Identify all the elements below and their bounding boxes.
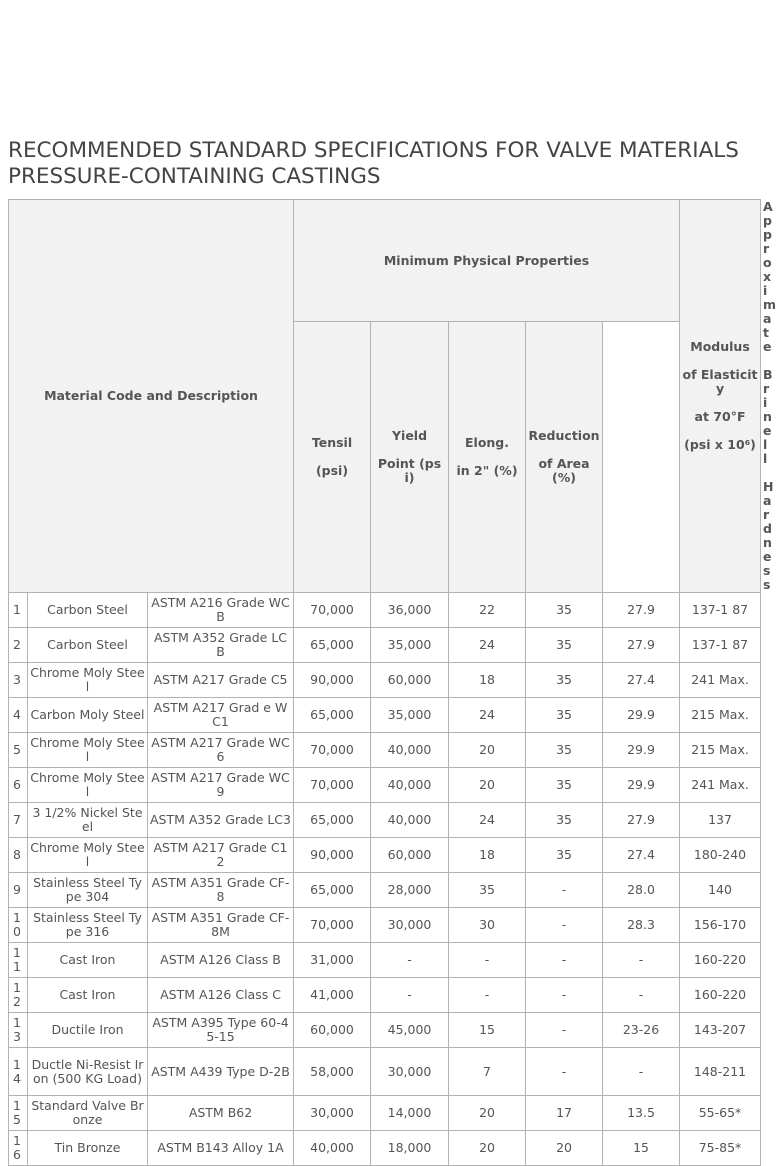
table-row bbox=[9, 873, 761, 908]
header-reduction bbox=[526, 322, 603, 593]
modulus-value: 27.9 bbox=[603, 628, 680, 663]
reduction-value: 35 bbox=[526, 628, 603, 663]
hardness-value: 160-220 bbox=[680, 943, 761, 978]
modulus-value: 28.0 bbox=[603, 873, 680, 908]
row-number: 6 bbox=[9, 768, 28, 803]
header-physical-properties: Minimum Physical Properties bbox=[294, 200, 680, 322]
row-number: 15 bbox=[9, 1096, 28, 1131]
modulus-value: 13.5 bbox=[603, 1096, 680, 1131]
hardness-value: 140 bbox=[680, 873, 761, 908]
material-name: Cast Iron bbox=[28, 943, 148, 978]
table-row bbox=[9, 1096, 761, 1131]
reduction-value: 35 bbox=[526, 593, 603, 628]
elong-value: 7 bbox=[449, 1048, 526, 1096]
table-row bbox=[9, 943, 761, 978]
hardness-value: 137-1 87 bbox=[680, 593, 761, 628]
material-name: Ductle Ni-Resist Iron (500 KG Load) bbox=[28, 1048, 148, 1096]
tensil-value: 65,000 bbox=[294, 803, 371, 838]
yield-value: 40,000 bbox=[371, 733, 449, 768]
tensil-value: 65,000 bbox=[294, 873, 371, 908]
yield-value: 45,000 bbox=[371, 1013, 449, 1048]
hardness-value: 180-240 bbox=[680, 838, 761, 873]
hardness-value: 241 Max. bbox=[680, 663, 761, 698]
modulus-value: 27.9 bbox=[603, 803, 680, 838]
tensil-value: 30,000 bbox=[294, 1096, 371, 1131]
header-tensil bbox=[294, 322, 371, 593]
yield-value: 35,000 bbox=[371, 628, 449, 663]
reduction-value: 35 bbox=[526, 803, 603, 838]
material-name: Carbon Steel bbox=[28, 593, 148, 628]
modulus-value: 29.9 bbox=[603, 733, 680, 768]
tensil-value: 65,000 bbox=[294, 628, 371, 663]
astm-spec: ASTM A217 Grade WC9 bbox=[148, 768, 294, 803]
reduction-value: 17 bbox=[526, 1096, 603, 1131]
hardness-value: 156-170 bbox=[680, 908, 761, 943]
hardness-value: 137 bbox=[680, 803, 761, 838]
astm-spec: ASTM A352 Grade LCB bbox=[148, 628, 294, 663]
material-name: Carbon Steel bbox=[28, 628, 148, 663]
row-number: 4 bbox=[9, 698, 28, 733]
row-number: 16 bbox=[9, 1131, 28, 1166]
table-row bbox=[9, 628, 761, 663]
modulus-value: 15 bbox=[603, 1131, 680, 1166]
material-name: Ductile Iron bbox=[28, 1013, 148, 1048]
reduction-value: - bbox=[526, 1013, 603, 1048]
table-row bbox=[9, 768, 761, 803]
astm-spec: ASTM A217 Grad e WC1 bbox=[148, 698, 294, 733]
astm-spec: ASTM A217 Grade C5 bbox=[148, 663, 294, 698]
elong-value: 30 bbox=[449, 908, 526, 943]
yield-value: 18,000 bbox=[371, 1131, 449, 1166]
material-name: Carbon Moly Steel bbox=[28, 698, 148, 733]
yield-value: 28,000 bbox=[371, 873, 449, 908]
material-name: Chrome Moly Steel bbox=[28, 838, 148, 873]
hardness-value: 215 Max. bbox=[680, 698, 761, 733]
yield-value: 40,000 bbox=[371, 803, 449, 838]
table-row bbox=[9, 733, 761, 768]
header-reduction-line2: of Area (%) bbox=[538, 456, 590, 486]
astm-spec: ASTM A217 Grade WC6 bbox=[148, 733, 294, 768]
modulus-value: 27.4 bbox=[603, 663, 680, 698]
table-row bbox=[9, 698, 761, 733]
hardness-value: 160-220 bbox=[680, 978, 761, 1013]
tensil-value: 70,000 bbox=[294, 733, 371, 768]
header-modulus-line3: at 70°F bbox=[694, 409, 746, 424]
specifications-table: Material Code and Description Minimum Physical Properties Modulus of Elasticity at 70°F (psi x 10⁶) Approximate Brinell Hardness Tensil (psi) Yield Point (psi) Elong. in 2" (%) Reduction of Area (%) 1 Carbon Steel ASTM A216 Grade WCB 70,000 36,000 22 35 27.9 137-1 87 2 Carbon Steel ASTM A352 Grade LCB 65,000 35,000 24 35 27.9 137-1 87 3 Chrome Moly Steel ASTM A217 Grade C5 90,000 60,000 18 35 27.4 241 Max. 4 Carbon Moly Steel ASTM A217 Grad e WC1 65,000 35,000 24 35 29.9 215 Max. 5 Chrome Moly Steel ASTM A217 Grade WC6 70,000 40,000 20 35 29.9 215 Max. 6 Chrome Moly Steel ASTM A217 Grade WC9 70,000 40,000 20 35 29.9 241 Max. 7 3 1/2% Nickel Steel ASTM A352 Grade LC3 65,000 40,000 24 35 27.9 137 8 Chrome Moly Steel ASTM A217 Grade C12 90,000 60,000 18 35 27.4 180-240 9 Stainless Steel Type 304 ASTM A351 Grade CF-8 65,000 28,000 35 - 28.0 140 10 Stainless Steel Type 316 ASTM A351 Grade CF-8M 70,000 30,000 30 - 28.3 156-170 11 Cast Iron ASTM A126 Class B 31,000 - - - - 160-220 12 Cast Iron ASTM A126 Class C 41,000 - - - - 160-220 13 Ductile Iron ASTM A395 Type 60-45-15 60,000 45,000 15 - 23-26 143-207 14 Ductle Ni-Resist Iron (500 KG Load) ASTM A439 Type D-2B 58,000 30,000 7 - - 148-211 15 Standard Valve Bronze ASTM B62 30,000 14,000 20 17 13.5 55-65* 16 Tin Bronze ASTM B143 Alloy 1A 40,000 18,000 20 20 15 75-85* bbox=[8, 199, 761, 1166]
astm-spec: ASTM A126 Class B bbox=[148, 943, 294, 978]
astm-spec: ASTM A217 Grade C12 bbox=[148, 838, 294, 873]
reduction-value: 35 bbox=[526, 838, 603, 873]
table-row bbox=[9, 1131, 761, 1166]
header-reduction-line1: Reduction bbox=[528, 428, 600, 444]
table-row bbox=[9, 803, 761, 838]
yield-value: 35,000 bbox=[371, 698, 449, 733]
header-modulus-line2: of Elasticity bbox=[682, 367, 758, 396]
reduction-value: - bbox=[526, 873, 603, 908]
astm-spec: ASTM A216 Grade WCB bbox=[148, 593, 294, 628]
row-number: 2 bbox=[9, 628, 28, 663]
header-yield-line2: Point (psi) bbox=[377, 456, 442, 486]
row-number: 10 bbox=[9, 908, 28, 943]
modulus-value: 27.9 bbox=[603, 593, 680, 628]
row-number: 5 bbox=[9, 733, 28, 768]
tensil-value: 40,000 bbox=[294, 1131, 371, 1166]
material-name: Standard Valve Bronze bbox=[28, 1096, 148, 1131]
row-number: 3 bbox=[9, 663, 28, 698]
hardness-value: 143-207 bbox=[680, 1013, 761, 1048]
astm-spec: ASTM B143 Alloy 1A bbox=[148, 1131, 294, 1166]
header-elong-line2: in 2" (%) bbox=[456, 463, 518, 479]
hardness-value: 137-1 87 bbox=[680, 628, 761, 663]
astm-spec: ASTM A351 Grade CF-8M bbox=[148, 908, 294, 943]
tensil-value: 90,000 bbox=[294, 663, 371, 698]
elong-value: 35 bbox=[449, 873, 526, 908]
row-number: 14 bbox=[9, 1048, 28, 1096]
row-number: 1 bbox=[9, 593, 28, 628]
table-row bbox=[9, 1048, 761, 1096]
material-name: Stainless Steel Type 316 bbox=[28, 908, 148, 943]
astm-spec: ASTM A351 Grade CF-8 bbox=[148, 873, 294, 908]
elong-value: 20 bbox=[449, 733, 526, 768]
material-name: Tin Bronze bbox=[28, 1131, 148, 1166]
material-name: Chrome Moly Steel bbox=[28, 733, 148, 768]
row-number: 12 bbox=[9, 978, 28, 1013]
elong-value: 15 bbox=[449, 1013, 526, 1048]
hardness-value: 55-65* bbox=[680, 1096, 761, 1131]
material-name: Chrome Moly Steel bbox=[28, 663, 148, 698]
yield-value: 40,000 bbox=[371, 768, 449, 803]
yield-value: - bbox=[371, 943, 449, 978]
yield-value: 30,000 bbox=[371, 1048, 449, 1096]
reduction-value: 35 bbox=[526, 733, 603, 768]
yield-value: 60,000 bbox=[371, 663, 449, 698]
modulus-value: 23-26 bbox=[603, 1013, 680, 1048]
yield-value: 14,000 bbox=[371, 1096, 449, 1131]
elong-value: 22 bbox=[449, 593, 526, 628]
tensil-value: 70,000 bbox=[294, 908, 371, 943]
modulus-value: - bbox=[603, 978, 680, 1013]
tensil-value: 90,000 bbox=[294, 838, 371, 873]
yield-value: 36,000 bbox=[371, 593, 449, 628]
table-row bbox=[9, 908, 761, 943]
elong-value: 18 bbox=[449, 838, 526, 873]
page-title: RECOMMENDED STANDARD SPECIFICATIONS FOR VALVE MATERIALS PRESSURE-CONTAINING CASTINGS bbox=[8, 138, 739, 189]
material-name: 3 1/2% Nickel Steel bbox=[28, 803, 148, 838]
reduction-value: - bbox=[526, 978, 603, 1013]
material-name: Stainless Steel Type 304 bbox=[28, 873, 148, 908]
astm-spec: ASTM A439 Type D-2B bbox=[148, 1048, 294, 1096]
header-material: Material Code and Description bbox=[9, 200, 294, 593]
table-row bbox=[9, 1013, 761, 1048]
tensil-value: 70,000 bbox=[294, 593, 371, 628]
astm-spec: ASTM A395 Type 60-45-15 bbox=[148, 1013, 294, 1048]
row-number: 7 bbox=[9, 803, 28, 838]
tensil-value: 58,000 bbox=[294, 1048, 371, 1096]
elong-value: 24 bbox=[449, 628, 526, 663]
table-row bbox=[9, 663, 761, 698]
yield-value: 60,000 bbox=[371, 838, 449, 873]
astm-spec: ASTM A126 Class C bbox=[148, 978, 294, 1013]
header-modulus bbox=[680, 200, 761, 593]
reduction-value: 35 bbox=[526, 698, 603, 733]
header-modulus-line4: (psi x 10⁶) bbox=[684, 437, 756, 452]
elong-value: 18 bbox=[449, 663, 526, 698]
header-yield-line1: Yield bbox=[391, 428, 428, 444]
elong-value: - bbox=[449, 943, 526, 978]
modulus-value: 27.4 bbox=[603, 838, 680, 873]
header-tensil-line1: Tensil bbox=[311, 435, 353, 451]
row-number: 11 bbox=[9, 943, 28, 978]
header-elong-line1: Elong. bbox=[465, 435, 510, 451]
hardness-value: 75-85* bbox=[680, 1131, 761, 1166]
table-row bbox=[9, 593, 761, 628]
modulus-value: 29.9 bbox=[603, 768, 680, 803]
table-body bbox=[9, 593, 761, 1166]
tensil-value: 41,000 bbox=[294, 978, 371, 1013]
reduction-value: 35 bbox=[526, 768, 603, 803]
astm-spec: ASTM A352 Grade LC3 bbox=[148, 803, 294, 838]
reduction-value: 35 bbox=[526, 663, 603, 698]
hardness-value: 241 Max. bbox=[680, 768, 761, 803]
tensil-value: 31,000 bbox=[294, 943, 371, 978]
reduction-value: - bbox=[526, 943, 603, 978]
yield-value: - bbox=[371, 978, 449, 1013]
table-row bbox=[9, 978, 761, 1013]
elong-value: 20 bbox=[449, 1131, 526, 1166]
elong-value: 20 bbox=[449, 1096, 526, 1131]
tensil-value: 65,000 bbox=[294, 698, 371, 733]
row-number: 8 bbox=[9, 838, 28, 873]
header-modulus-line1: Modulus bbox=[690, 339, 750, 354]
reduction-value: 20 bbox=[526, 1131, 603, 1166]
reduction-value: - bbox=[526, 1048, 603, 1096]
astm-spec: ASTM B62 bbox=[148, 1096, 294, 1131]
table-row bbox=[9, 838, 761, 873]
row-number: 13 bbox=[9, 1013, 28, 1048]
material-name: Chrome Moly Steel bbox=[28, 768, 148, 803]
tensil-value: 70,000 bbox=[294, 768, 371, 803]
elong-value: 24 bbox=[449, 803, 526, 838]
tensil-value: 60,000 bbox=[294, 1013, 371, 1048]
modulus-value: - bbox=[603, 1048, 680, 1096]
modulus-value: - bbox=[603, 943, 680, 978]
yield-value: 30,000 bbox=[371, 908, 449, 943]
material-name: Cast Iron bbox=[28, 978, 148, 1013]
hardness-value: 148-211 bbox=[680, 1048, 761, 1096]
reduction-value: - bbox=[526, 908, 603, 943]
row-number: 9 bbox=[9, 873, 28, 908]
modulus-value: 28.3 bbox=[603, 908, 680, 943]
hardness-value: 215 Max. bbox=[680, 733, 761, 768]
header-tensil-line2: (psi) bbox=[315, 463, 349, 479]
elong-value: - bbox=[449, 978, 526, 1013]
elong-value: 20 bbox=[449, 768, 526, 803]
header-elong bbox=[449, 322, 526, 593]
header-yield bbox=[371, 322, 449, 593]
modulus-value: 29.9 bbox=[603, 698, 680, 733]
elong-value: 24 bbox=[449, 698, 526, 733]
